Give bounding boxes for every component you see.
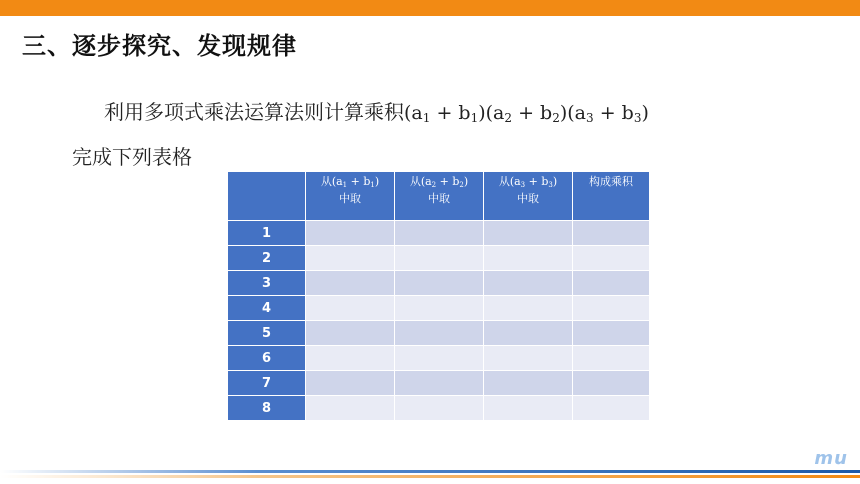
table-cell[interactable] bbox=[484, 296, 573, 321]
table-row bbox=[228, 296, 650, 321]
table-cell[interactable] bbox=[395, 221, 484, 246]
table-cell[interactable] bbox=[484, 221, 573, 246]
table-cell[interactable] bbox=[395, 321, 484, 346]
table-cell[interactable] bbox=[573, 221, 650, 246]
table-cell[interactable] bbox=[395, 346, 484, 371]
footer-line-blue bbox=[0, 470, 860, 473]
row-number: 4 bbox=[228, 296, 306, 321]
table-row bbox=[228, 371, 650, 396]
instruction-text: 利用多项式乘法运算法则计算乘积 bbox=[104, 100, 404, 124]
header-blank bbox=[228, 172, 306, 221]
header-product: 构成乘积 bbox=[573, 172, 650, 221]
table-cell[interactable] bbox=[306, 271, 395, 296]
table-cell[interactable] bbox=[395, 271, 484, 296]
table-cell[interactable] bbox=[484, 321, 573, 346]
table-cell[interactable] bbox=[573, 371, 650, 396]
table-cell[interactable] bbox=[395, 246, 484, 271]
table-cell[interactable] bbox=[573, 321, 650, 346]
table-cell[interactable] bbox=[306, 371, 395, 396]
row-number: 3 bbox=[228, 271, 306, 296]
table-row bbox=[228, 321, 650, 346]
row-number: 6 bbox=[228, 346, 306, 371]
table-cell[interactable] bbox=[306, 221, 395, 246]
table-cell[interactable] bbox=[306, 346, 395, 371]
table-cell[interactable] bbox=[573, 271, 650, 296]
footer-line-orange bbox=[0, 475, 860, 478]
table-cell[interactable] bbox=[573, 296, 650, 321]
header-col-3: 从$(a_3 + b_3)$ 中取 bbox=[484, 172, 573, 221]
table-cell[interactable] bbox=[306, 246, 395, 271]
brand-logo: mu bbox=[814, 448, 848, 469]
table-cell[interactable] bbox=[484, 346, 573, 371]
row-number: 1 bbox=[228, 221, 306, 246]
table-row bbox=[228, 346, 650, 371]
row-number: 2 bbox=[228, 246, 306, 271]
table-row bbox=[228, 221, 650, 246]
table-cell[interactable] bbox=[484, 271, 573, 296]
table-cell[interactable] bbox=[395, 371, 484, 396]
header-col-2: 从$(a_2 + b_2)$ 中取 bbox=[395, 172, 484, 221]
row-number: 7 bbox=[228, 371, 306, 396]
row-number: 5 bbox=[228, 321, 306, 346]
table-cell[interactable] bbox=[395, 296, 484, 321]
table-cell[interactable] bbox=[484, 371, 573, 396]
table-cell[interactable] bbox=[573, 396, 650, 421]
table-cell[interactable] bbox=[573, 246, 650, 271]
instruction-line bbox=[104, 96, 649, 125]
product-table bbox=[227, 171, 650, 421]
header-col-1: 从$(a_1 + b_1)$ 中取 bbox=[306, 172, 395, 221]
table-cell[interactable] bbox=[484, 396, 573, 421]
row-number: 8 bbox=[228, 396, 306, 421]
table-cell[interactable] bbox=[395, 396, 484, 421]
table-cell[interactable] bbox=[306, 296, 395, 321]
table-cell[interactable] bbox=[306, 321, 395, 346]
table-cell[interactable] bbox=[573, 346, 650, 371]
table-row bbox=[228, 396, 650, 421]
instruction-subline: 完成下列表格 bbox=[72, 145, 192, 169]
product-expression: $(a_1 + b_1)(a_2 + b_2)(a_3 + b_3)$ bbox=[404, 102, 649, 125]
table-row bbox=[228, 271, 650, 296]
table-cell[interactable] bbox=[484, 246, 573, 271]
table-header-row bbox=[228, 172, 650, 221]
section-title: 三、逐步探究、发现规律 bbox=[22, 32, 297, 60]
table-row bbox=[228, 246, 650, 271]
table-cell[interactable] bbox=[306, 396, 395, 421]
top-accent-bar bbox=[0, 0, 860, 16]
